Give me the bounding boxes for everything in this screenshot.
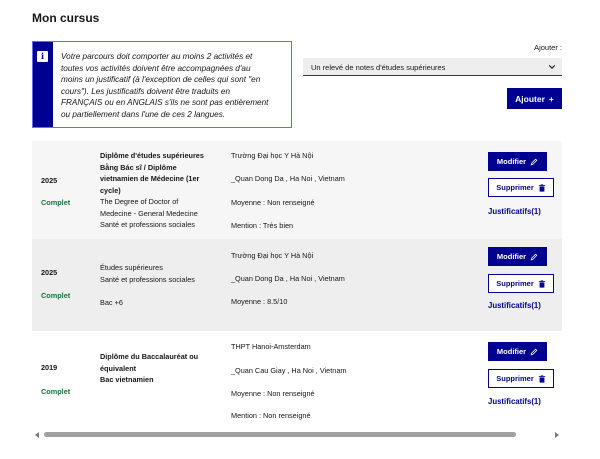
- add-button-label: Ajouter: [515, 93, 545, 104]
- pencil-icon: [530, 253, 538, 261]
- row-address: _Quan Dong Da , Ha Noi , Vietnam: [231, 274, 345, 283]
- degree-title: cycle): [100, 185, 121, 195]
- info-line: cours"). Les justificatifs doivent être traduits en: [61, 86, 231, 96]
- row-mention: Mention : Très bien: [231, 221, 294, 230]
- trash-icon: [538, 375, 546, 383]
- pencil-icon: [530, 158, 538, 166]
- degree-detail: Santé et professions sociales: [100, 274, 195, 284]
- modifier-button[interactable]: [488, 152, 547, 171]
- degree-detail: Bac +6: [100, 297, 123, 307]
- info-line: toutes vos activités doivent être accompagnées d'au: [61, 63, 251, 73]
- horizontal-scrollbar[interactable]: [32, 430, 562, 440]
- row-status: Complet: [41, 198, 71, 207]
- degree-title: vietnamien de Médecine (1er: [100, 174, 200, 183]
- supprimer-label: Supprimer: [496, 183, 534, 192]
- justificatifs-link[interactable]: Justificatifs(1): [488, 207, 541, 216]
- table-row: [32, 331, 562, 429]
- supprimer-button[interactable]: [488, 178, 554, 197]
- scroll-right-arrow-icon[interactable]: [555, 432, 559, 438]
- supprimer-label: Supprimer: [496, 374, 534, 383]
- degree-title: Bằng Bác sĩ / Diplôme: [100, 162, 177, 172]
- degree-title: Diplôme d'études supérieures: [100, 151, 204, 160]
- plus-icon: +: [548, 93, 554, 104]
- row-degree: [100, 262, 212, 308]
- row-degree: [100, 150, 212, 231]
- row-mention: Mention : Non renseigné: [231, 411, 311, 420]
- chevron-down-icon: [548, 63, 556, 71]
- row-moyenne: Moyenne : Non renseigné: [231, 198, 315, 207]
- row-address: _Quan Cau Giay , Ha Noi , Vietnam: [231, 366, 347, 375]
- row-status: Complet: [41, 387, 71, 396]
- supprimer-button[interactable]: [488, 369, 554, 388]
- degree-title: Bac vietnamien: [100, 375, 154, 384]
- page-title: Mon cursus: [32, 11, 100, 25]
- info-line: FRANÇAIS ou en ANGLAIS s'ils ne sont pas entièrement: [61, 98, 269, 107]
- info-line: ou partiellement dans l'une de ces 2 langues.: [61, 109, 226, 119]
- justificatifs-link[interactable]: Justificatifs(1): [488, 397, 541, 406]
- cursus-table: [32, 141, 562, 429]
- row-degree: [100, 351, 212, 386]
- select-value: Un relevé de notes d'études supérieures: [311, 63, 446, 72]
- scroll-left-arrow-icon[interactable]: [35, 432, 39, 438]
- document-type-select[interactable]: [303, 58, 562, 76]
- row-moyenne: Moyenne : 8.5/10: [231, 297, 288, 306]
- add-button[interactable]: [507, 88, 562, 109]
- modifier-label: Modifier: [496, 347, 527, 356]
- info-line: moins un justificatif (à l'exception de celles qui sont "en: [61, 75, 261, 84]
- degree-detail: Santé et professions sociales: [100, 220, 195, 229]
- table-row: [32, 141, 562, 239]
- row-school: THPT Hanoi-Amsterdam: [231, 342, 311, 351]
- info-icon: i: [37, 51, 48, 62]
- table-row: [32, 239, 562, 331]
- supprimer-button[interactable]: [488, 274, 554, 293]
- info-text: [53, 42, 274, 127]
- add-label: Ajouter :: [534, 43, 562, 52]
- info-strip: [33, 42, 53, 127]
- modifier-button[interactable]: [488, 342, 547, 361]
- degree-detail: [100, 285, 212, 297]
- row-status: Complet: [41, 291, 71, 300]
- info-box: [32, 41, 292, 128]
- row-school: Trường Đại học Y Hà Nội: [231, 251, 314, 260]
- trash-icon: [538, 184, 546, 192]
- scroll-thumb[interactable]: [44, 432, 516, 437]
- row-address: _Quan Dong Da , Ha Noi , Vietnam: [231, 174, 345, 183]
- row-year: 2019: [41, 363, 58, 372]
- trash-icon: [538, 280, 546, 288]
- modifier-label: Modifier: [496, 252, 527, 261]
- row-year: 2025: [41, 268, 58, 277]
- degree-detail: The Degree of Doctor of: [100, 197, 179, 206]
- degree-detail: Études supérieures: [100, 263, 163, 272]
- row-year: 2025: [41, 176, 58, 185]
- pencil-icon: [530, 348, 538, 356]
- justificatifs-link[interactable]: Justificatifs(1): [488, 301, 541, 310]
- modifier-label: Modifier: [496, 157, 527, 166]
- row-school: Trường Đại học Y Hà Nội: [231, 151, 314, 160]
- degree-detail: Medecine - General Medecine: [100, 208, 198, 218]
- info-line: Votre parcours doit comporter au moins 2 activités et: [61, 52, 253, 61]
- supprimer-label: Supprimer: [496, 279, 534, 288]
- degree-title: équivalent: [100, 363, 137, 373]
- row-moyenne: Moyenne : Non renseigné: [231, 389, 315, 398]
- modifier-button[interactable]: [488, 247, 547, 266]
- degree-title: Diplôme du Baccalauréat ou: [100, 352, 199, 361]
